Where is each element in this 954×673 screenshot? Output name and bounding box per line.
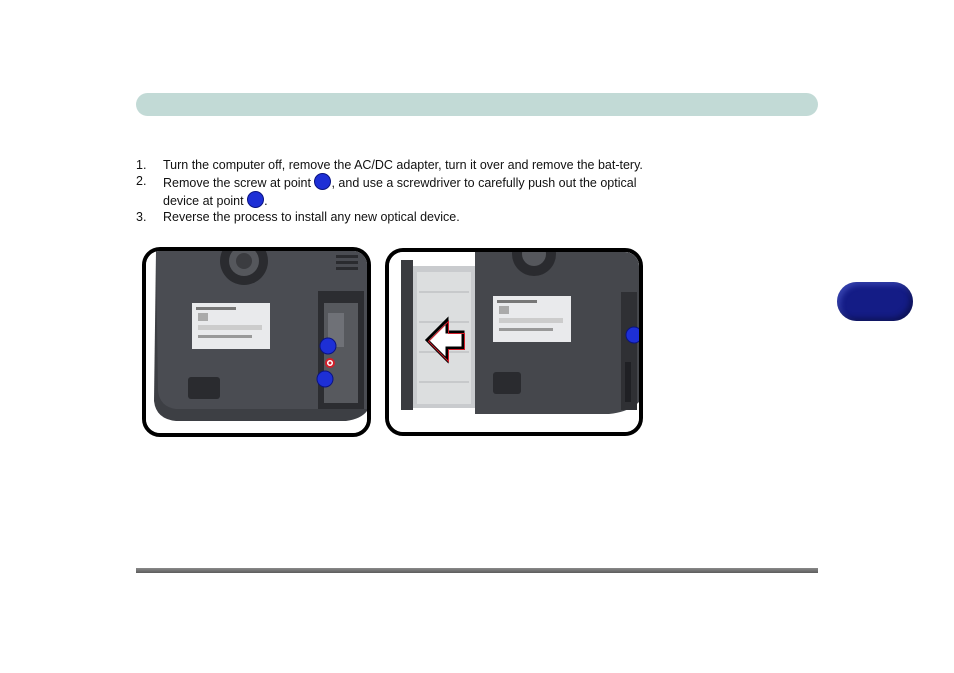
step-text-part: , and use a screwdriver to carefully push out the optical device at point [163, 176, 637, 208]
laptop-bottom-photo [142, 247, 371, 437]
step-text-part: . [264, 194, 268, 208]
step-1 [136, 157, 656, 173]
step-3 [136, 209, 656, 225]
callout-marker-icon [314, 173, 331, 190]
step-2 [136, 173, 656, 209]
optical-device-photo [385, 248, 643, 436]
step-text-part: Remove the screw at point [163, 176, 315, 190]
instruction-list [136, 157, 656, 225]
callout-marker-icon [247, 191, 264, 208]
chapter-tab [837, 282, 913, 321]
step-number: 3. [136, 210, 147, 224]
footer-rule [136, 568, 818, 573]
header-bar [136, 93, 818, 116]
step-number: 1. [136, 158, 147, 172]
step-text: Reverse the process to install any new optical device. [163, 210, 460, 224]
step-text: Turn the computer off, remove the AC/DC adapter, turn it over and remove the bat-tery. [163, 158, 643, 172]
step-number: 2. [136, 174, 147, 188]
